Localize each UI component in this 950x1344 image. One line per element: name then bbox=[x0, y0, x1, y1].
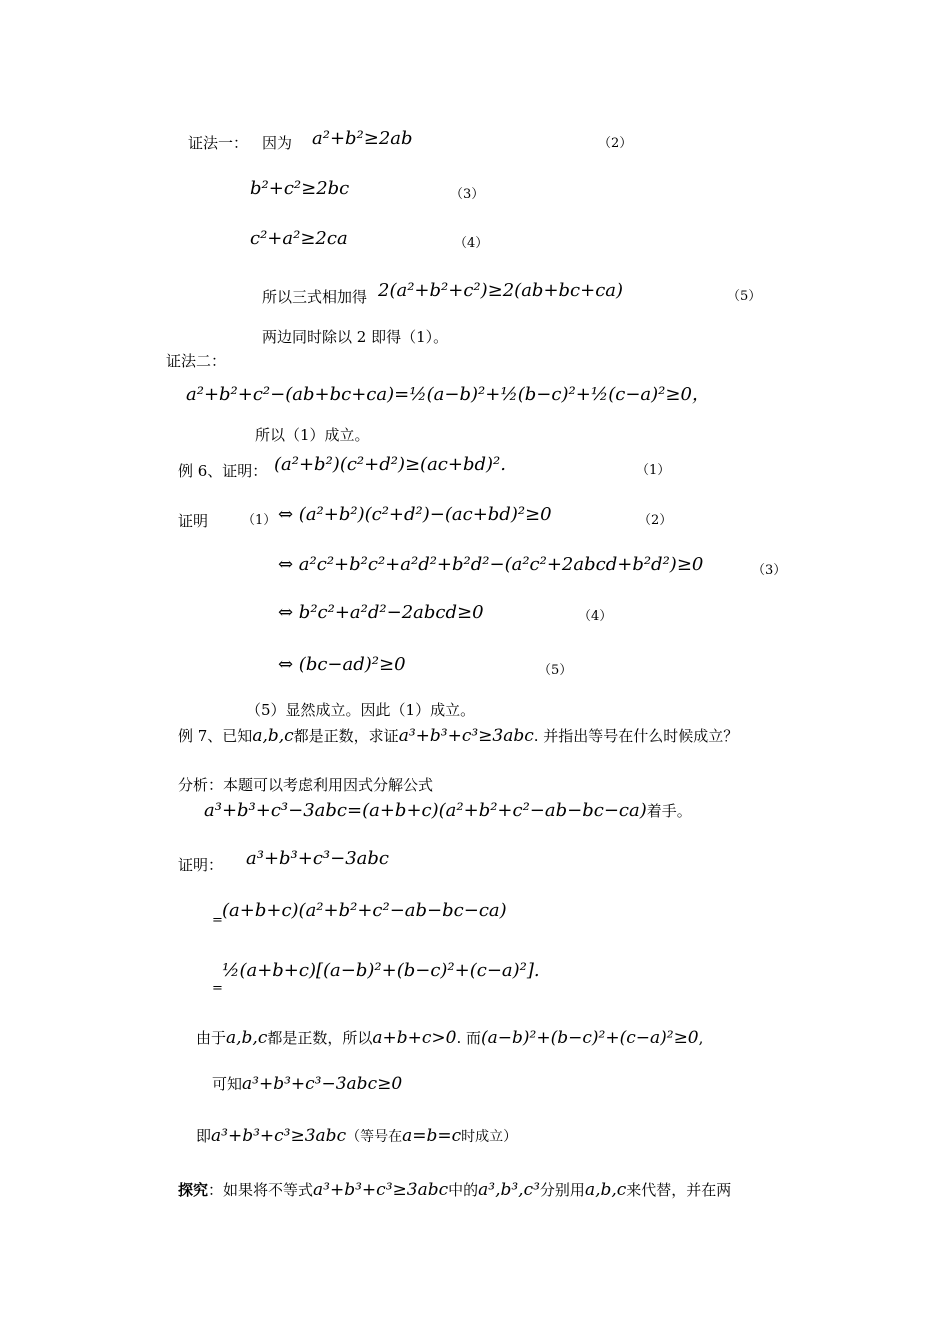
explore-text-c: 分别用 bbox=[539, 1181, 585, 1199]
since-text-c: . 而 bbox=[456, 1029, 482, 1047]
proof2-equation: a²+b²+c²−(ab+bc+ca)=½(a−b)²+½(b−c)²+½(c−a)²≥0， bbox=[186, 384, 710, 405]
proof7-label: 证明： bbox=[178, 856, 224, 874]
example6-label: 例 6、证明： bbox=[178, 462, 268, 480]
proof2-conclusion: 所以（1）成立。 bbox=[255, 426, 370, 444]
example6-proof-ref: （1） bbox=[242, 513, 277, 528]
example6-conclusion: （5）显然成立。因此（1）成立。 bbox=[246, 701, 476, 719]
analysis-formula: a³+b³+c³−3abc=(a+b+c)(a²+b²+c²−ab−bc−ca) bbox=[204, 800, 647, 821]
equation-number-5: （5） bbox=[727, 289, 762, 304]
ie-text-a: 即 bbox=[196, 1127, 212, 1145]
proof1-label: 证法一： bbox=[188, 134, 249, 152]
since-line bbox=[196, 1030, 703, 1047]
analysis-formula-line bbox=[204, 802, 692, 820]
example6-proof-label: 证明 bbox=[178, 512, 209, 530]
example6-step-5: ⇔ (bc−ad)²≥0 bbox=[278, 654, 406, 675]
ie-line bbox=[196, 1128, 517, 1145]
example7-vars: a,b,c bbox=[252, 726, 294, 746]
sum-text: 所以三式相加得 bbox=[262, 288, 368, 306]
proof7-equals-1: = bbox=[212, 913, 223, 928]
know-text: 可知 bbox=[212, 1075, 243, 1093]
explore-text-b: 中的 bbox=[448, 1181, 479, 1199]
example7-text-a: 例 7、已知 bbox=[178, 727, 253, 745]
proof7-expression-1: a³+b³+c³−3abc bbox=[246, 848, 390, 869]
proof7-equals-2: = bbox=[212, 981, 223, 996]
example7-text-c: . 并指出等号在什么时候成立？ bbox=[533, 727, 739, 745]
example7-statement bbox=[178, 728, 738, 745]
equation-4: c²+a²≥2ca bbox=[250, 228, 348, 249]
know-line bbox=[212, 1076, 402, 1093]
example6-number-2: （2） bbox=[638, 513, 673, 528]
since-vars: a,b,c bbox=[226, 1028, 268, 1048]
example6-number-5: （5） bbox=[538, 663, 573, 678]
ie-inequality: a³+b³+c³≥3abc bbox=[211, 1126, 347, 1146]
ie-equality: a=b=c bbox=[402, 1126, 462, 1146]
example7-text-b: 都是正数，求证 bbox=[293, 727, 399, 745]
explore-text-a: ：如果将不等式 bbox=[208, 1181, 314, 1199]
proof1-because: 因为 bbox=[262, 134, 293, 152]
example6-number-3: （3） bbox=[752, 563, 787, 578]
since-inequality-2: (a−b)²+(b−c)²+(c−a)²≥0 bbox=[481, 1028, 699, 1048]
since-text-a: 由于 bbox=[196, 1029, 227, 1047]
know-inequality: a³+b³+c³−3abc≥0 bbox=[242, 1074, 403, 1094]
since-text-b: 都是正数，所以 bbox=[267, 1029, 373, 1047]
analysis-end: 着手。 bbox=[646, 802, 692, 820]
proof2-label: 证法二： bbox=[166, 352, 227, 370]
proof7-expression-2: (a+b+c)(a²+b²+c²−ab−bc−ca) bbox=[222, 900, 507, 921]
ie-text-b: （等号在 bbox=[346, 1129, 403, 1145]
example6-step-4: ⇔ b²c²+a²d²−2abcd≥0 bbox=[278, 602, 484, 623]
example6-number-4: （4） bbox=[578, 609, 613, 624]
equation-number-4: （4） bbox=[454, 236, 489, 251]
equation-3: b²+c²≥2bc bbox=[250, 178, 350, 199]
since-inequality: a+b+c>0 bbox=[372, 1028, 457, 1048]
equation-5: 2(a²+b²+c²)≥2(ab+bc+ca) bbox=[378, 280, 624, 301]
explore-text-d: 来代替，并在两 bbox=[626, 1181, 732, 1199]
ie-text-c: 时成立） bbox=[461, 1129, 518, 1145]
explore-label: 探究 bbox=[178, 1181, 209, 1199]
equation-2: a²+b²≥2ab bbox=[312, 128, 413, 149]
equation-number-3: （3） bbox=[450, 187, 485, 202]
analysis-text: 分析：本题可以考虑利用因式分解公式 bbox=[178, 776, 434, 794]
example7-inequality: a³+b³+c³≥3abc bbox=[398, 726, 534, 746]
example6-step-2: ⇔ (a²+b²)(c²+d²)−(ac+bd)²≥0 bbox=[278, 504, 552, 525]
example6-step-3: ⇔ a²c²+b²c²+a²d²+b²d²−(a²c²+2abcd+b²d²)≥0 bbox=[278, 554, 704, 575]
explore-inequality: a³+b³+c³≥3abc bbox=[313, 1180, 449, 1200]
since-end: , bbox=[698, 1029, 704, 1047]
divide-text: 两边同时除以 2 即得（1）。 bbox=[262, 328, 449, 346]
equation-number-2: （2） bbox=[598, 136, 633, 151]
explore-line bbox=[178, 1182, 731, 1199]
explore-vars-2: a,b,c bbox=[584, 1180, 627, 1200]
proof7-expression-3: ½(a+b+c)[(a−b)²+(b−c)²+(c−a)²]. bbox=[222, 960, 540, 981]
explore-vars: a³,b³,c³ bbox=[478, 1180, 540, 1200]
example6-statement: (a²+b²)(c²+d²)≥(ac+bd)². bbox=[274, 454, 506, 475]
example6-number-1: （1） bbox=[636, 463, 671, 478]
